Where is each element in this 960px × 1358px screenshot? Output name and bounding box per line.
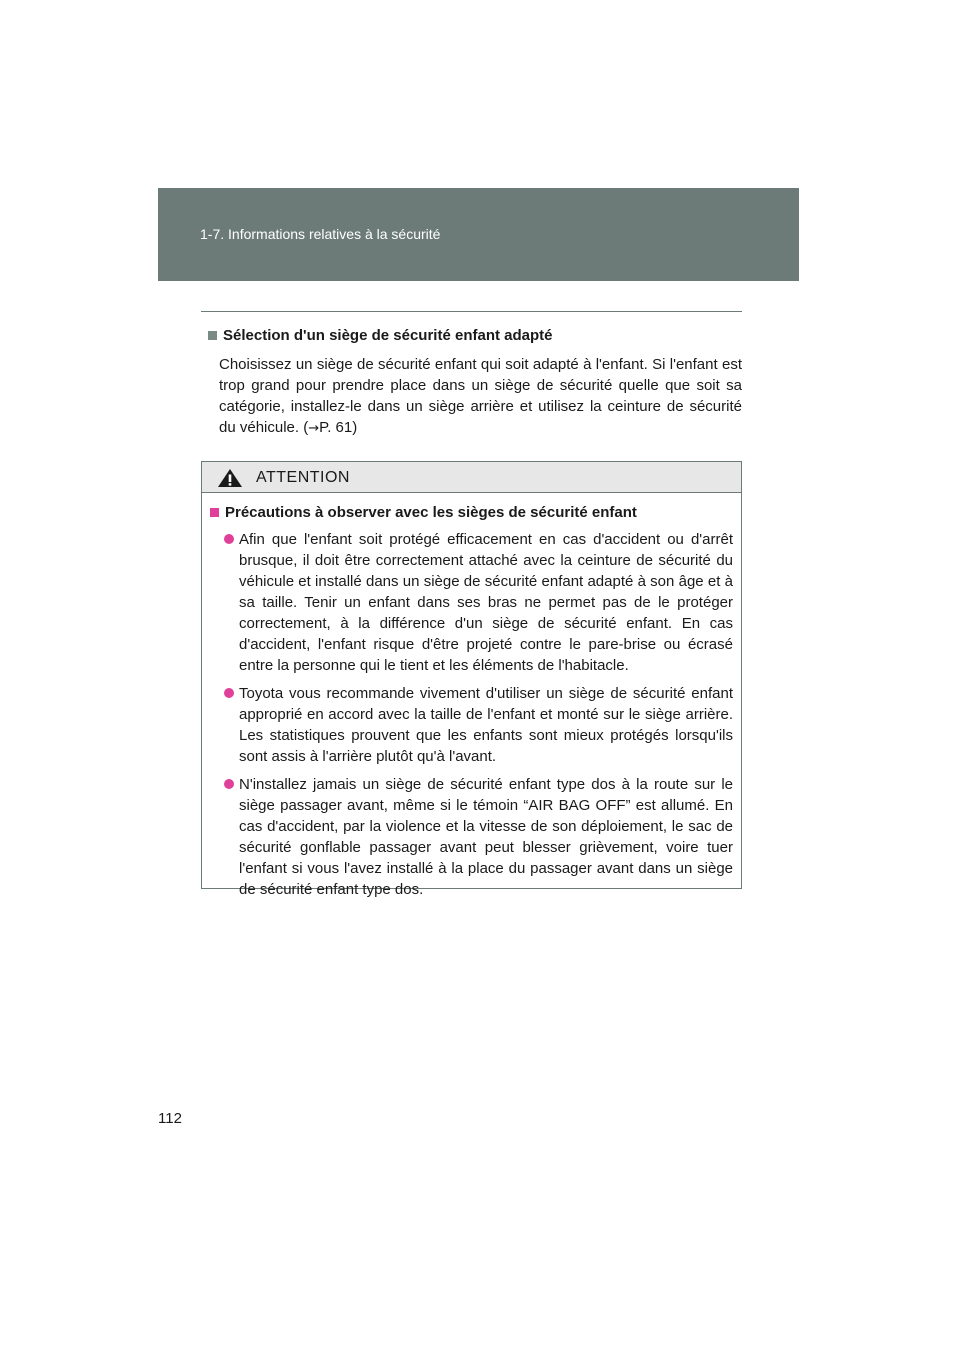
circle-bullet-icon [224, 688, 234, 698]
warning-box [201, 461, 742, 898]
chapter-header [158, 188, 799, 281]
warning-item-text: N'installez jamais un siège de sécurité enfant type dos à la route sur le siège passager avant, même si le témoin “AIR BAG OFF” est allumé. En cas d'accident, par la violence et la vitesse de son déploiement, le sac de sécurité gonflable passager avant peut blesser grièvement, voire tuer l'enfant si vous l'avez installé à la place du passager avant dans un siège de sécurité enfant type dos. [239, 776, 733, 898]
section-body-text: Choisissez un siège de sécurité enfant qui soit adapté à l'enfant. Si l'enfant est trop grand pour prendre place dans un siège de sécurité quelle que soit sa catégorie, installez-le dans un siège arrière et utilisez la ceinture de sécurité du véhicule. ( [219, 356, 742, 436]
page-reference: P. 61) [319, 419, 358, 436]
section-heading-text: Sélection d'un siège de sécurité enfant adapté [223, 327, 553, 344]
warning-item-text: Toyota vous recommande vivement d'utiliser un siège de sécurité enfant approprié en accord avec la taille de l'enfant et monté sur le siège arrière. Les statistiques prouvent que les enfants sont mieux protégés lorsqu'ils sont assis à l'arrière plutôt qu'à l'avant. [239, 685, 733, 765]
warning-header [202, 462, 741, 493]
warning-item [210, 774, 733, 900]
square-bullet-icon [208, 331, 217, 340]
warning-item [210, 683, 733, 767]
section-body [219, 354, 742, 439]
circle-bullet-icon [224, 534, 234, 544]
warning-title: ATTENTION [256, 469, 350, 486]
warning-item-text: Afin que l'enfant soit protégé efficacement en cas d'accident ou d'arrêt brusque, il doit être correctement attaché avec la ceinture de sécurité du véhicule et installé dans un siège de sécurité enfant adapté à son âge et à sa taille. Tenir un enfant dans ses bras ne permet pas de le protéger correctement, à la différence d'un siège de sécurité enfant. En cas d'accident, l'enfant risque d'être projeté contre le pare-brise ou écrasé entre la personne qui le tient et les éléments de l'habitacle. [239, 531, 733, 674]
content-section [201, 326, 742, 439]
warning-item [210, 529, 733, 676]
section-heading [201, 326, 742, 346]
arrow-right-icon: → [308, 421, 320, 436]
warning-content [202, 493, 741, 900]
divider [201, 311, 742, 312]
warning-heading [210, 503, 733, 523]
chapter-title: 1-7. Informations relatives à la sécurité [200, 226, 441, 242]
square-bullet-icon [210, 508, 219, 517]
warning-heading-text: Précautions à observer avec les sièges de sécurité enfant [225, 504, 637, 521]
warning-triangle-icon [217, 468, 243, 488]
circle-bullet-icon [224, 779, 234, 789]
page-number: 112 [158, 1110, 182, 1127]
